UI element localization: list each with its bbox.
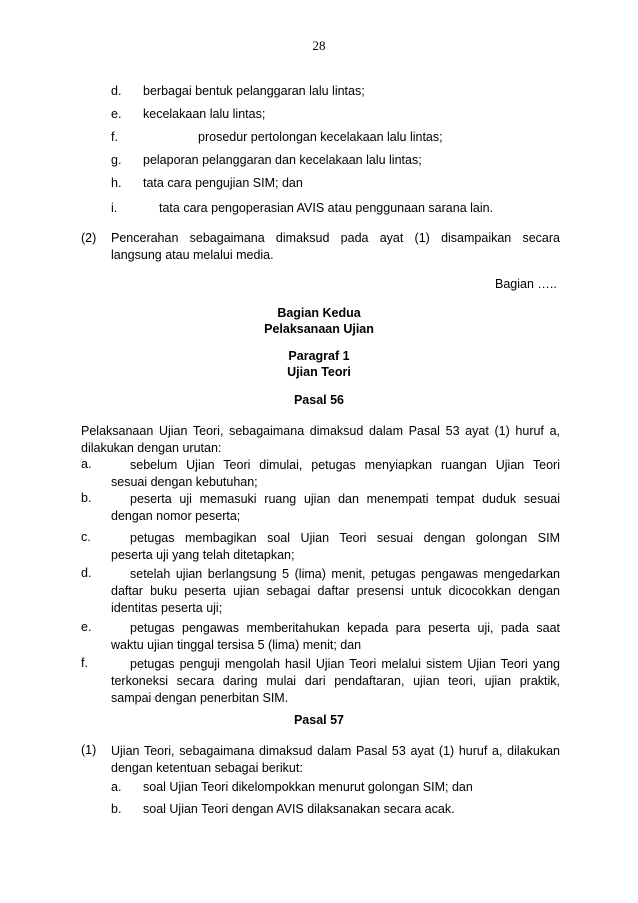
paragraph-label: (1)	[81, 743, 97, 757]
paragraph-heading: Paragraf 1	[288, 349, 350, 363]
list-label: b.	[81, 491, 92, 505]
list-text: waktu ujian tinggal tersisa 5 (lima) menit; dan	[111, 638, 362, 652]
paragraph-label: (2)	[81, 231, 97, 245]
list-label: a.	[81, 457, 92, 471]
list-text: peserta uji memasuki ruang ujian dan menempati tempat duduk sesuai	[130, 492, 560, 506]
list-text: soal Ujian Teori dengan AVIS dilaksanakan secara acak.	[143, 802, 455, 816]
list-label: f.	[81, 656, 88, 670]
list-label: d.	[81, 566, 92, 580]
list-text: dengan nomor peserta;	[111, 509, 241, 523]
list-label: c.	[81, 530, 91, 544]
list-text: petugas membagikan soal Ujian Teori sesuai dengan golongan SIM	[130, 531, 560, 545]
list-label: d.	[111, 84, 122, 98]
list-text: daftar buku peserta ujian sebagai daftar presensi untuk dicocokkan dengan	[111, 584, 560, 598]
list-text: peserta uji yang telah ditetapkan;	[111, 548, 295, 562]
list-text: terkoneksi secara daring mulai dari pendaftaran, ujian teori, ujian praktik,	[111, 674, 560, 688]
intro-line: dilakukan dengan urutan:	[81, 441, 222, 455]
list-text: petugas pengawas memberitahukan kepada para peserta uji, pada saat	[130, 621, 560, 635]
paragraph-line: langsung atau melalui media.	[111, 248, 274, 262]
section-subtitle: Pelaksanaan Ujian	[264, 322, 374, 336]
list-text: soal Ujian Teori dikelompokkan menurut golongan SIM; dan	[143, 780, 473, 794]
paragraph-subheading: Ujian Teori	[287, 365, 351, 379]
paragraph-line: Pencerahan sebagaimana dimaksud pada ayat (1) disampaikan secara	[111, 231, 560, 245]
article-heading: Pasal 57	[293, 713, 345, 727]
continuation-text: Bagian …..	[495, 277, 557, 291]
list-text: berbagai bentuk pelanggaran lalu lintas;	[143, 84, 365, 98]
list-text: pelaporan pelanggaran dan kecelakaan lalu lintas;	[143, 153, 422, 167]
list-label: f.	[111, 130, 118, 144]
list-text: kecelakaan lalu lintas;	[143, 107, 266, 121]
list-text: petugas penguji mengolah hasil Ujian Teori melalui sistem Ujian Teori yang	[130, 657, 560, 671]
list-label: b.	[111, 802, 122, 816]
section-title: Bagian Kedua	[277, 306, 361, 320]
list-text: sesuai dengan kebutuhan;	[111, 475, 258, 489]
list-text: setelah ujian berlangsung 5 (lima) menit, petugas pengawas mengedarkan	[130, 567, 560, 581]
list-text: identitas peserta uji;	[111, 601, 223, 615]
paragraph-line: Ujian Teori, sebagaimana dimaksud dalam Pasal 53 ayat (1) huruf a, dilakukan	[111, 744, 560, 758]
list-text: sampai dengan penerbitan SIM.	[111, 691, 289, 705]
list-label: a.	[111, 780, 122, 794]
list-label: i.	[111, 201, 118, 215]
list-label: g.	[111, 153, 122, 167]
list-text: tata cara pengoperasian AVIS atau penggunaan sarana lain.	[159, 201, 494, 215]
list-label: e.	[111, 107, 122, 121]
list-text: tata cara pengujian SIM; dan	[143, 176, 303, 190]
list-label: e.	[81, 620, 92, 634]
list-label: h.	[111, 176, 122, 190]
list-text: prosedur pertolongan kecelakaan lalu lintas;	[198, 130, 443, 144]
paragraph-line: dengan ketentuan sebagai berikut:	[111, 761, 303, 775]
list-text: sebelum Ujian Teori dimulai, petugas menyiapkan ruangan Ujian Teori	[130, 458, 560, 472]
intro-line: Pelaksanaan Ujian Teori, sebagaimana dimaksud dalam Pasal 53 ayat (1) huruf a,	[81, 424, 560, 438]
article-heading: Pasal 56	[293, 393, 345, 407]
page-number: 28	[312, 38, 326, 53]
